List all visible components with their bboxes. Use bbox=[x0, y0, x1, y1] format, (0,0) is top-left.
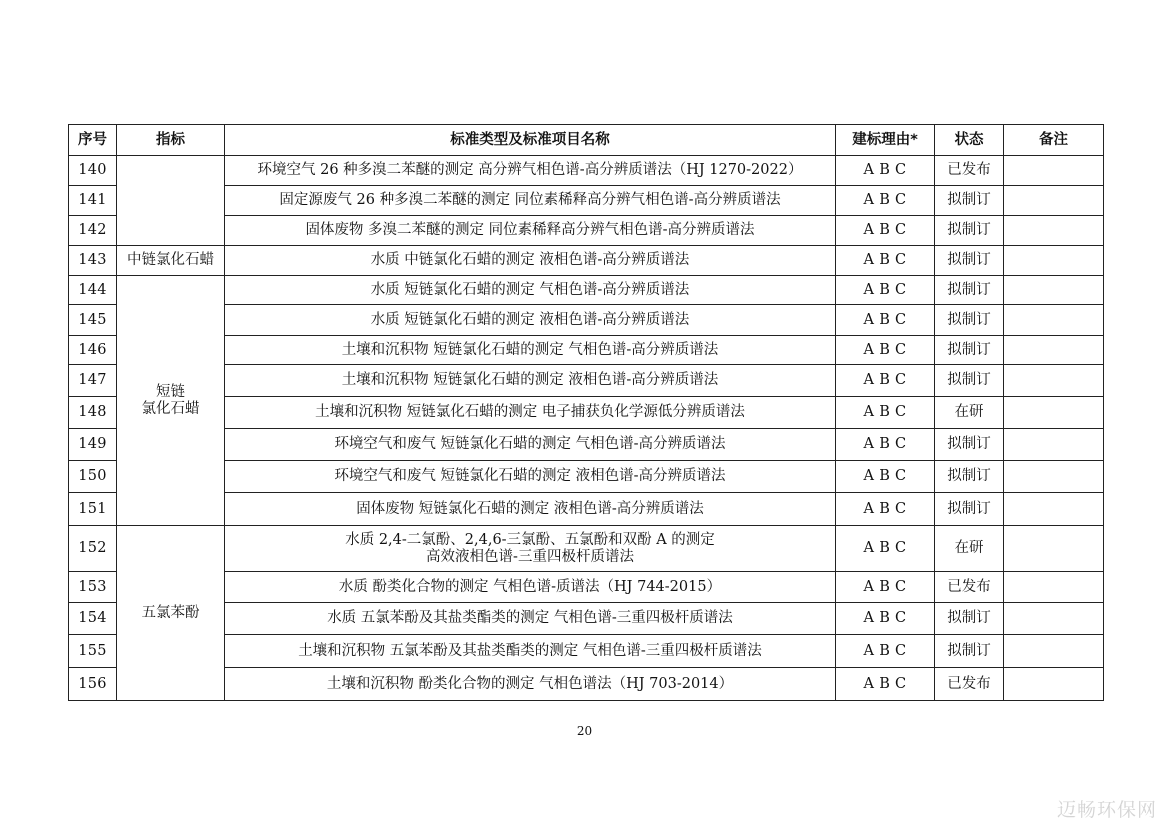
table-row bbox=[69, 493, 1104, 526]
cell-standard-name: 水质 短链氯化石蜡的测定 液相色谱-高分辨质谱法 bbox=[225, 305, 836, 336]
cell-index: 141 bbox=[69, 186, 117, 216]
cell-standard-name: 水质 中链氯化石蜡的测定 液相色谱-高分辨质谱法 bbox=[225, 246, 836, 276]
cell-standard-name: 环境空气 26 种多溴二苯醚的测定 高分辨气相色谱-高分辨质谱法（HJ 1270-2022） bbox=[225, 156, 836, 186]
cell-reason: A B C bbox=[836, 526, 935, 572]
cell-standard-name: 固定源废气 26 种多溴二苯醚的测定 同位素稀释高分辨气相色谱-高分辨质谱法 bbox=[225, 186, 836, 216]
table-row bbox=[69, 276, 1104, 305]
cell-status: 拟制订 bbox=[935, 336, 1004, 365]
table-row bbox=[69, 336, 1104, 365]
cell-index: 153 bbox=[69, 572, 117, 603]
cell-index: 145 bbox=[69, 305, 117, 336]
cell-index: 152 bbox=[69, 526, 117, 572]
table-row bbox=[69, 397, 1104, 429]
cell-remarks bbox=[1004, 156, 1104, 186]
cell-index: 155 bbox=[69, 635, 117, 668]
cell-reason: A B C bbox=[836, 365, 935, 397]
cell-standard-name: 水质 酚类化合物的测定 气相色谱-质谱法（HJ 744-2015） bbox=[225, 572, 836, 603]
cell-standard-name: 水质 五氯苯酚及其盐类酯类的测定 气相色谱-三重四极杆质谱法 bbox=[225, 603, 836, 635]
cell-remarks bbox=[1004, 216, 1104, 246]
cell-status: 拟制订 bbox=[935, 276, 1004, 305]
table-row bbox=[69, 635, 1104, 668]
table-row bbox=[69, 526, 1104, 572]
cell-remarks bbox=[1004, 635, 1104, 668]
cell-status: 拟制订 bbox=[935, 216, 1004, 246]
cell-status: 拟制订 bbox=[935, 493, 1004, 526]
cell-index: 154 bbox=[69, 603, 117, 635]
cell-remarks bbox=[1004, 603, 1104, 635]
cell-reason: A B C bbox=[836, 635, 935, 668]
table-row bbox=[69, 186, 1104, 216]
cell-index: 144 bbox=[69, 276, 117, 305]
cell-standard-name: 土壤和沉积物 五氯苯酚及其盐类酯类的测定 气相色谱-三重四极杆质谱法 bbox=[225, 635, 836, 668]
cell-remarks bbox=[1004, 493, 1104, 526]
cell-standard-name: 土壤和沉积物 短链氯化石蜡的测定 气相色谱-高分辨质谱法 bbox=[225, 336, 836, 365]
cell-index: 140 bbox=[69, 156, 117, 186]
cell-index: 147 bbox=[69, 365, 117, 397]
cell-status: 在研 bbox=[935, 526, 1004, 572]
cell-indicator: 五氯苯酚 bbox=[117, 526, 225, 701]
cell-reason: A B C bbox=[836, 216, 935, 246]
cell-remarks bbox=[1004, 397, 1104, 429]
cell-index: 143 bbox=[69, 246, 117, 276]
cell-indicator: 中链氯化石蜡 bbox=[117, 246, 225, 276]
table-row bbox=[69, 429, 1104, 461]
standards-table bbox=[68, 124, 1104, 701]
cell-remarks bbox=[1004, 186, 1104, 216]
cell-reason: A B C bbox=[836, 397, 935, 429]
cell-reason: A B C bbox=[836, 603, 935, 635]
watermark: 迈畅环保网 bbox=[1056, 799, 1157, 821]
cell-index: 142 bbox=[69, 216, 117, 246]
table-row bbox=[69, 461, 1104, 493]
cell-reason: A B C bbox=[836, 156, 935, 186]
table-row bbox=[69, 156, 1104, 186]
cell-reason: A B C bbox=[836, 493, 935, 526]
cell-index: 156 bbox=[69, 668, 117, 701]
cell-index: 151 bbox=[69, 493, 117, 526]
cell-index: 146 bbox=[69, 336, 117, 365]
cell-reason: A B C bbox=[836, 336, 935, 365]
cell-standard-name: 固体废物 多溴二苯醚的测定 同位素稀释高分辨气相色谱-高分辨质谱法 bbox=[225, 216, 836, 246]
cell-status: 拟制订 bbox=[935, 305, 1004, 336]
cell-indicator bbox=[117, 156, 225, 246]
table-row bbox=[69, 365, 1104, 397]
cell-reason: A B C bbox=[836, 276, 935, 305]
cell-standard-name: 水质 短链氯化石蜡的测定 气相色谱-高分辨质谱法 bbox=[225, 276, 836, 305]
cell-status: 拟制订 bbox=[935, 186, 1004, 216]
cell-standard-name: 固体废物 短链氯化石蜡的测定 液相色谱-高分辨质谱法 bbox=[225, 493, 836, 526]
page-number: 20 bbox=[576, 724, 593, 738]
cell-standard-name: 土壤和沉积物 短链氯化石蜡的测定 液相色谱-高分辨质谱法 bbox=[225, 365, 836, 397]
cell-reason: A B C bbox=[836, 461, 935, 493]
cell-status: 已发布 bbox=[935, 572, 1004, 603]
cell-remarks bbox=[1004, 305, 1104, 336]
table-row bbox=[69, 305, 1104, 336]
cell-reason: A B C bbox=[836, 186, 935, 216]
cell-remarks bbox=[1004, 461, 1104, 493]
cell-status: 在研 bbox=[935, 397, 1004, 429]
cell-status: 拟制订 bbox=[935, 365, 1004, 397]
cell-standard-name: 土壤和沉积物 短链氯化石蜡的测定 电子捕获负化学源低分辨质谱法 bbox=[225, 397, 836, 429]
table-body bbox=[69, 156, 1104, 701]
cell-reason: A B C bbox=[836, 429, 935, 461]
cell-standard-name: 环境空气和废气 短链氯化石蜡的测定 液相色谱-高分辨质谱法 bbox=[225, 461, 836, 493]
cell-status: 拟制订 bbox=[935, 635, 1004, 668]
table-row bbox=[69, 603, 1104, 635]
cell-status: 拟制订 bbox=[935, 246, 1004, 276]
cell-index: 148 bbox=[69, 397, 117, 429]
header-remarks: 备注 bbox=[1004, 125, 1104, 156]
header-status: 状态 bbox=[935, 125, 1004, 156]
cell-reason: A B C bbox=[836, 305, 935, 336]
cell-remarks bbox=[1004, 526, 1104, 572]
table-row bbox=[69, 668, 1104, 701]
table-row bbox=[69, 246, 1104, 276]
cell-status: 拟制订 bbox=[935, 603, 1004, 635]
cell-remarks bbox=[1004, 668, 1104, 701]
cell-status: 已发布 bbox=[935, 668, 1004, 701]
cell-remarks bbox=[1004, 276, 1104, 305]
cell-remarks bbox=[1004, 246, 1104, 276]
cell-standard-name: 土壤和沉积物 酚类化合物的测定 气相色谱法（HJ 703-2014） bbox=[225, 668, 836, 701]
cell-remarks bbox=[1004, 572, 1104, 603]
header-name: 标准类型及标准项目名称 bbox=[225, 125, 836, 156]
cell-remarks bbox=[1004, 429, 1104, 461]
header-reason: 建标理由* bbox=[836, 125, 935, 156]
cell-standard-name: 水质 2,4-二氯酚、2,4,6-三氯酚、五氯酚和双酚 A 的测定 高效液相色谱-三重四极杆质谱法 bbox=[225, 526, 836, 572]
cell-reason: A B C bbox=[836, 246, 935, 276]
cell-index: 150 bbox=[69, 461, 117, 493]
cell-status: 拟制订 bbox=[935, 461, 1004, 493]
cell-index: 149 bbox=[69, 429, 117, 461]
cell-status: 拟制订 bbox=[935, 429, 1004, 461]
cell-reason: A B C bbox=[836, 572, 935, 603]
table-row bbox=[69, 572, 1104, 603]
cell-remarks bbox=[1004, 336, 1104, 365]
header-indicator: 指标 bbox=[117, 125, 225, 156]
cell-remarks bbox=[1004, 365, 1104, 397]
table-header-row bbox=[69, 125, 1104, 156]
cell-status: 已发布 bbox=[935, 156, 1004, 186]
cell-indicator: 短链 氯化石蜡 bbox=[117, 276, 225, 526]
cell-reason: A B C bbox=[836, 668, 935, 701]
header-index: 序号 bbox=[69, 125, 117, 156]
cell-standard-name: 环境空气和废气 短链氯化石蜡的测定 气相色谱-高分辨质谱法 bbox=[225, 429, 836, 461]
table-row bbox=[69, 216, 1104, 246]
